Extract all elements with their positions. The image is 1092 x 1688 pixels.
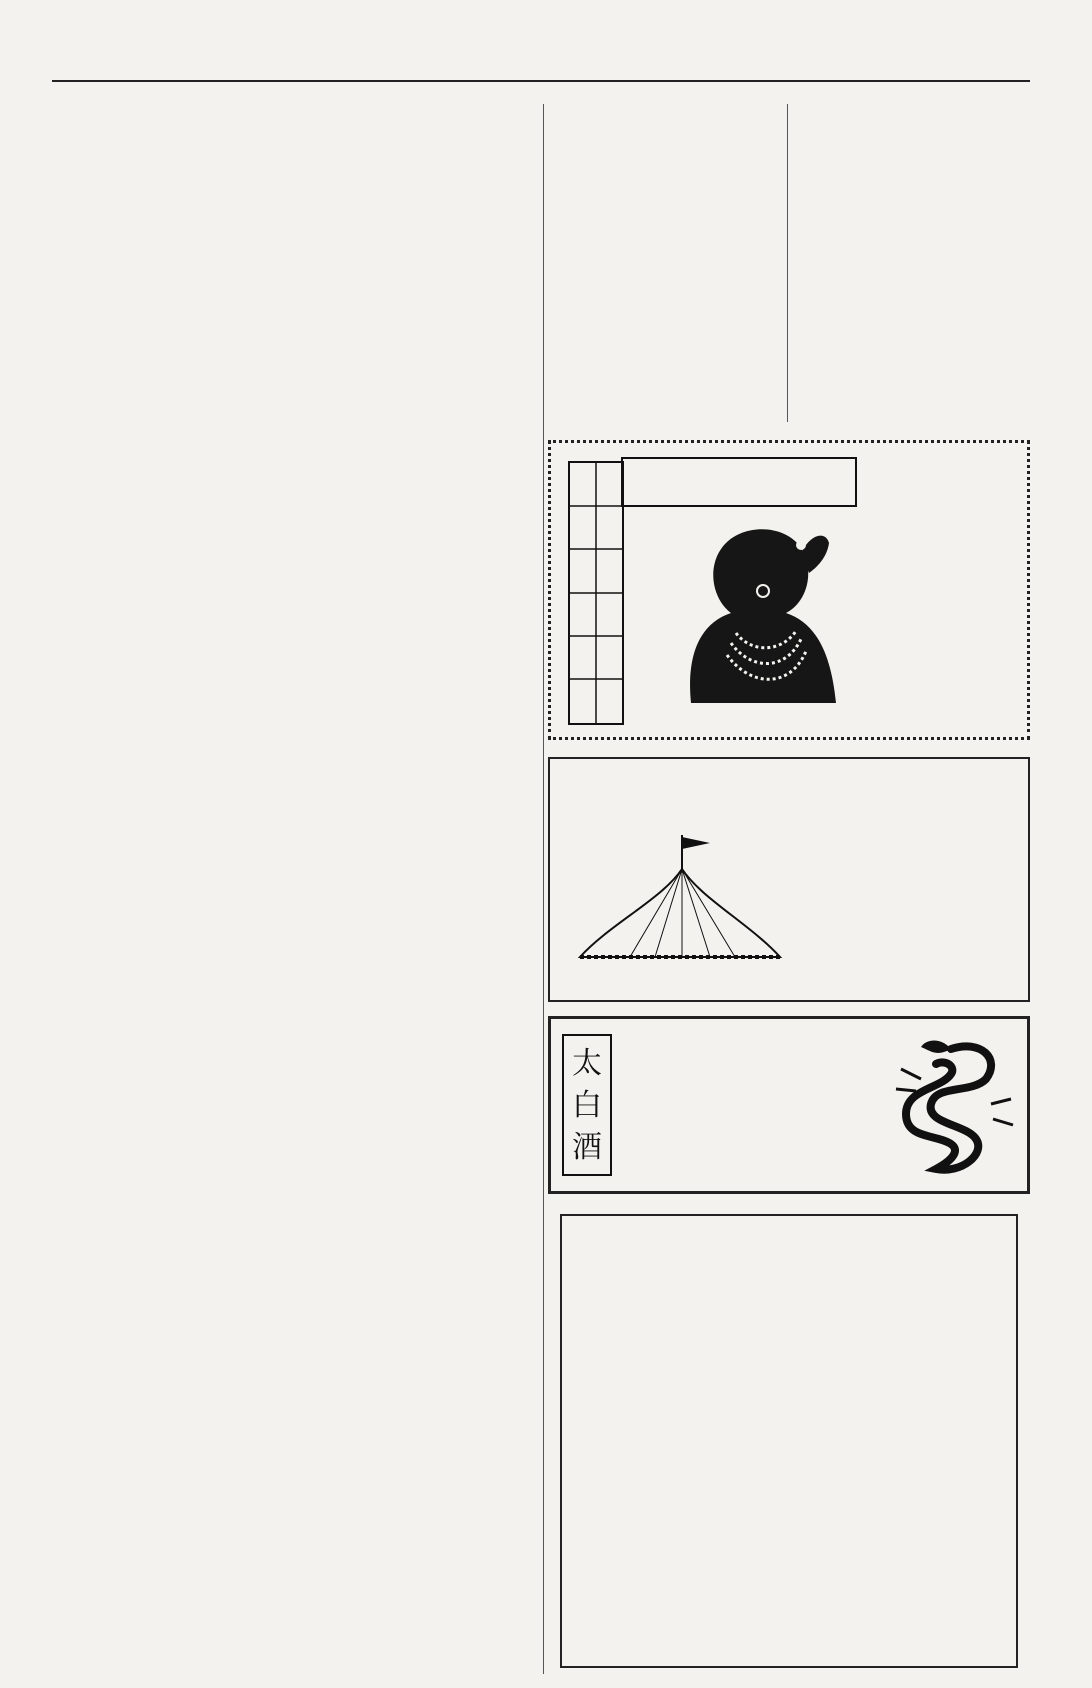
taipak-ad — [548, 1016, 1030, 1194]
svg-text:白: 白 — [572, 1088, 602, 1123]
helados-ad — [548, 757, 1030, 1002]
chinese-characters-icon — [557, 1031, 617, 1181]
credito-ad — [560, 1214, 1018, 1668]
joyas-side-letters — [570, 463, 622, 723]
masthead-rule — [52, 80, 1030, 82]
joyas-text-block — [849, 431, 1019, 691]
potpourri-article — [52, 90, 530, 112]
carousel-tent-icon — [570, 829, 790, 969]
helados-text-block — [825, 767, 1010, 773]
joyas-side-grid — [568, 461, 624, 725]
woman-portrait-icon — [651, 513, 851, 703]
dragon-icon — [881, 1029, 1021, 1184]
greens-column — [550, 106, 780, 120]
joyas-ad — [548, 440, 1030, 740]
column-divider — [543, 104, 544, 1674]
garden-column — [795, 106, 1030, 120]
svg-text:酒: 酒 — [572, 1130, 602, 1165]
joyas-top-letters — [621, 457, 857, 507]
greens-divider — [787, 104, 788, 422]
svg-text:太: 太 — [572, 1046, 602, 1081]
